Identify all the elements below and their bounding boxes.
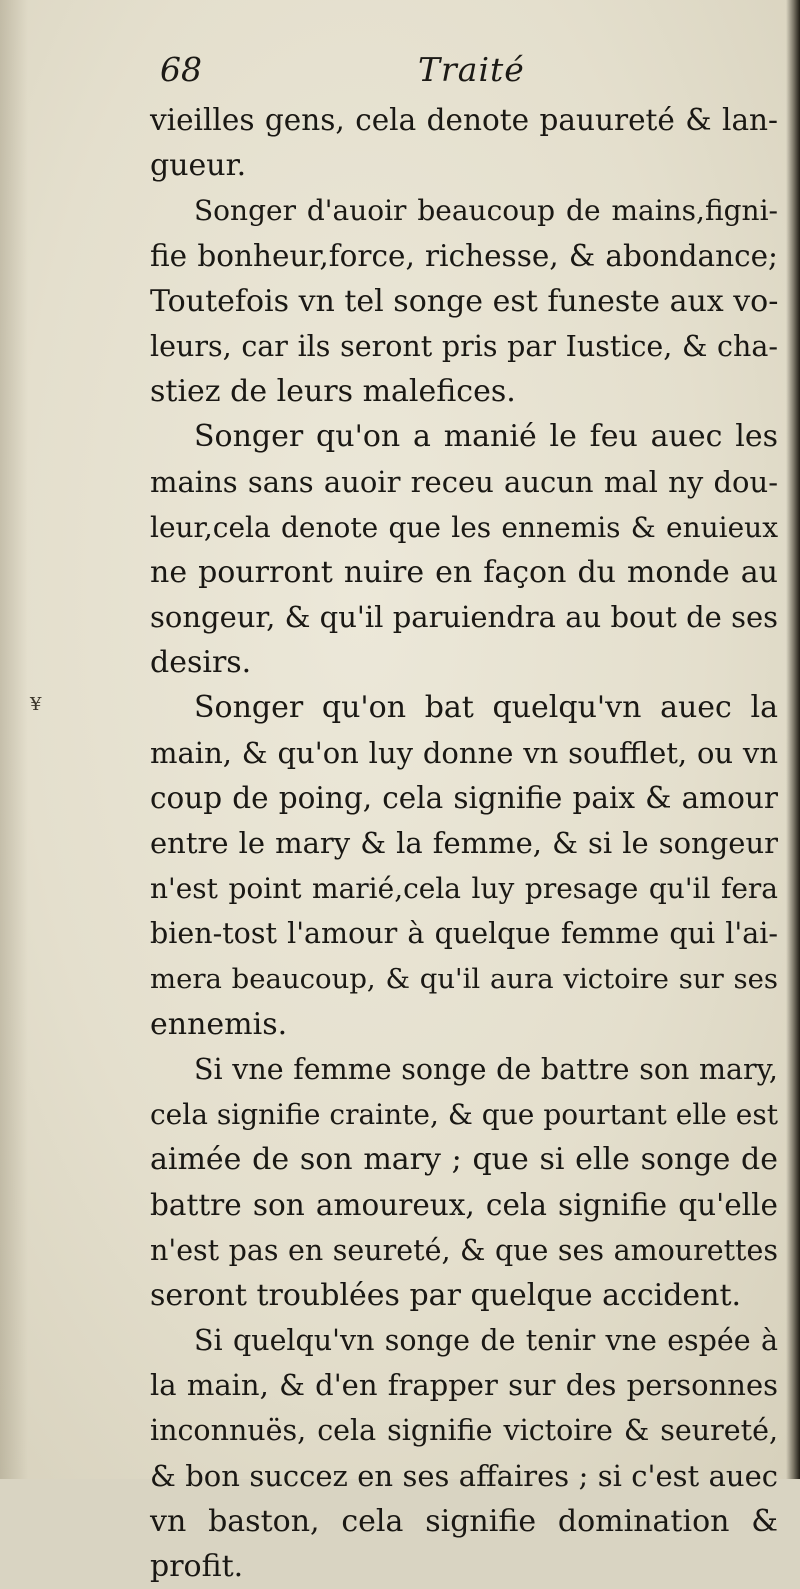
text-line: profit. (150, 1549, 244, 1584)
text-line: vieilles gens, cela denote pauureté & lan- (150, 103, 778, 137)
text-line: n'est pas en seureté, & que ses amourettes (150, 1233, 778, 1267)
page-edge-shadow (0, 0, 28, 1479)
page-number: 68 (160, 50, 202, 89)
text-line: fie bonheur,force, richesse, & abondance; (150, 238, 778, 273)
text-line: ennemis. (150, 1006, 288, 1042)
text-line: n'est point marié,cela luy presage qu'il fera (150, 872, 778, 906)
text-line: bien-tost l'amour à quelque femme qui l'ai- (150, 917, 778, 951)
text-line: entre le mary & la femme, & si le songeur (150, 826, 778, 860)
text-line: & bon succez en ses affaires ; si c'est auec (150, 1458, 778, 1493)
text-line: mera beaucoup, & qu'il aura victoire sur ses (150, 962, 778, 995)
text-line: Si vne femme songe de battre son mary, (194, 1052, 778, 1086)
text-line: la main, & d'en frapper sur des personnes (150, 1368, 778, 1403)
text-line: coup de poing, cela signifie paix & amour (150, 780, 778, 815)
text-line: stiez de leurs malefices. (150, 374, 516, 410)
text-line: inconnuës, cela signifie victoire & seureté, (150, 1414, 778, 1448)
text-line: desirs. (150, 645, 252, 681)
text-line: battre son amoureux, cela signifie qu'elle (150, 1187, 778, 1222)
text-line: main, & qu'on luy donne vn soufflet, ou vn (150, 735, 778, 770)
margin-mark: ¥ (30, 694, 42, 715)
text-line: leur,cela denote que les ennemis & enuieux (150, 510, 778, 544)
text-line: Songer qu'on a manié le feu auec les (194, 419, 778, 455)
text-line: seront troublées par quelque accident. (150, 1277, 742, 1313)
page-header (160, 50, 760, 96)
text-line: leurs, car ils seront pris par Iustice, & cha- (150, 329, 778, 363)
text-line: mains sans auoir receu aucun mal ny dou- (150, 464, 778, 499)
text-line: Si quelqu'vn songe de tenir vne espée à (194, 1324, 778, 1358)
text-line: gueur. (150, 148, 247, 184)
text-line: ne pourront nuire en façon du monde au (150, 554, 778, 590)
text-line: vn baston, cela signifie domination & (150, 1503, 778, 1539)
binding-gutter (786, 0, 800, 1479)
text-line: Songer qu'on bat quelqu'vn auec la (194, 690, 778, 726)
running-title: Traité (418, 50, 525, 89)
body-text (150, 98, 778, 1589)
text-line: songeur, & qu'il paruiendra au bout de ses (150, 600, 778, 635)
text-line: Toutefois vn tel songe est funeste aux vo- (150, 283, 779, 319)
text-line: Songer d'auoir beaucoup de mains,figni- (194, 194, 778, 228)
text-line: cela signifie crainte, & que pourtant elle est (150, 1098, 778, 1132)
text-line: aimée de son mary ; que si elle songe de (150, 1142, 778, 1178)
